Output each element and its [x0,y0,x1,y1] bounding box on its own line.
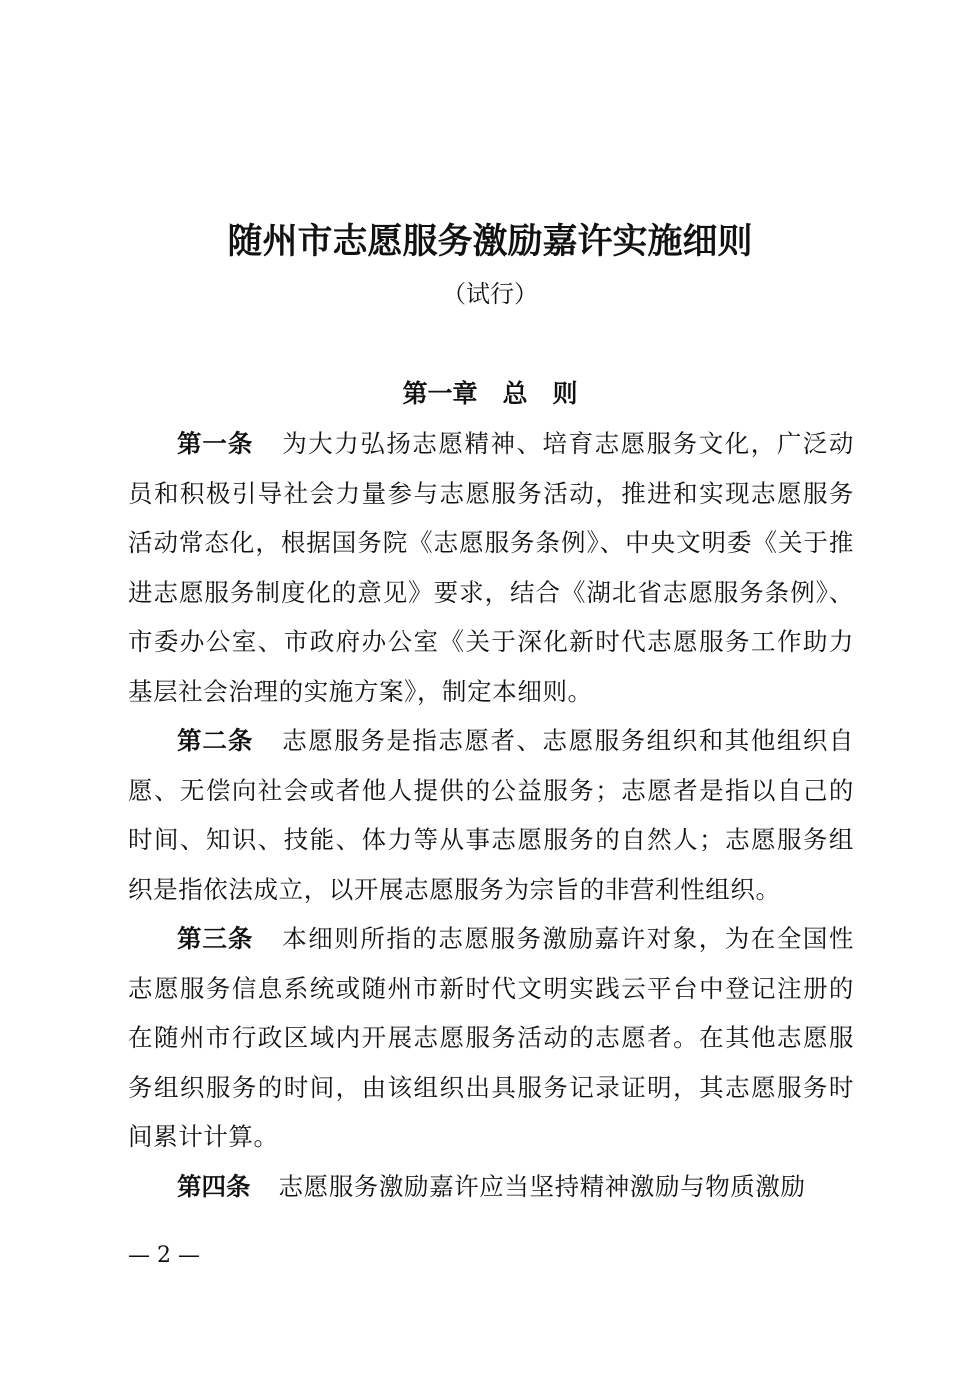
article-label: 第一条 [177,429,254,458]
article-text: 本细则所指的志愿服务激励嘉许对象，为在全国性志愿服务信息系统或随州市新时代文明实践云平台中登记注册的在随州市行政区域内开展志愿服务活动的志愿者。在其他志愿服务组织服务的时间，由该组织出具服务记录证明，其志愿服务时间累计计算。 [128,924,854,1151]
article-text: 志愿服务激励嘉许应当坚持精神激励与物质激励 [278,1171,806,1201]
page-number: — 2 — [128,1243,200,1268]
article-text: 志愿服务是指志愿者、志愿服务组织和其他组织自愿、无偿向社会或者他人提供的公益服务；志愿者是指以自己的时间、知识、技能、体力等从事志愿服务的自然人；志愿服务组织是指依法成立，以开展志愿服务为宗旨的非营利性组织。 [128,726,854,904]
document-body [128,419,854,1211]
article-label: 第三条 [177,924,254,953]
article-paragraph [128,914,854,1162]
chapter-heading: 第一章 总 则 [402,379,578,408]
document-title: 随州市志愿服务激励嘉许实施细则 [227,221,753,262]
article-paragraph [128,716,854,914]
article-paragraph [128,1162,854,1212]
article-text: 为大力弘扬志愿精神、培育志愿服务文化，广泛动员和积极引导社会力量参与志愿服务活动，推进和实现志愿服务活动常态化，根据国务院《志愿服务条例》、中央文明委《关于推进志愿服务制度化的意见》要求，结合《湖北省志愿服务条例》、市委办公室、市政府办公室《关于深化新时代志愿服务工作助力基层社会治理的实施方案》，制定本细则。 [128,429,854,706]
document-subtitle: （试行） [442,280,538,308]
article-label: 第四条 [177,1171,251,1201]
article-paragraph [128,419,854,716]
article-label: 第二条 [177,726,254,755]
